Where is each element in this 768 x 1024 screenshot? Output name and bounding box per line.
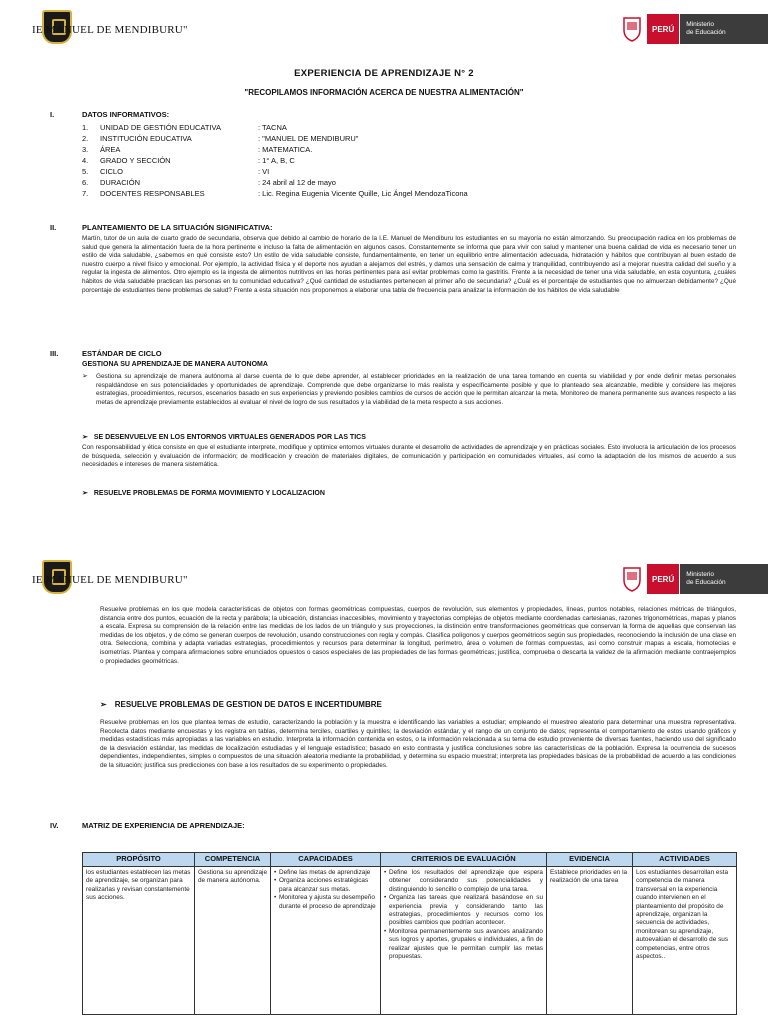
page-header-1: [0, 10, 768, 54]
info-num: 2.: [82, 134, 89, 143]
info-value: : Lic. Regina Eugenia Vicente Quille, Lic Ángel MendozaTicona: [258, 189, 468, 198]
info-num: 1.: [82, 123, 89, 132]
document-title: EXPERIENCIA DE APRENDIZAJE N° 2: [294, 68, 474, 79]
ministerio-line1: Ministerio: [686, 571, 715, 578]
cell-criterios: [381, 867, 547, 1015]
page-header-2: [0, 560, 768, 604]
arrow-bullet-icon: ➢: [100, 700, 107, 709]
section-4-heading: MATRIZ DE EXPERIENCIA DE APRENDIZAJE:: [82, 821, 245, 830]
estandar-sub-forma: [82, 489, 325, 497]
ministerio-label: [680, 564, 768, 594]
info-label: UNIDAD DE GESTIÓN EDUCATIVA: [100, 123, 221, 132]
list-item: • Organiza las tareas que realizará basándose en su experiencia previa y considerando tanto las estrategias, procedimientos y recursos como los posibles cambios que podrían acontecer.: [384, 894, 543, 928]
info-value: : "MANUEL DE MENDIBURU": [258, 134, 359, 143]
info-row: [82, 166, 602, 177]
cell-proposito: los estudiantes establecen las metas de aprendizaje, se organizan para realizarlas y revisan constantemente sus acciones.: [83, 867, 195, 1015]
info-row: [82, 188, 602, 199]
list-item: • Monitorea permanentemente sus avances analizando sus logros y aportes, grupales e individuales, a fin de realizar ajustes que le permitan cumplir las metas propuestas.: [384, 928, 543, 962]
ministerio-line2: de Educación: [686, 29, 726, 36]
cell-capacidades: [271, 867, 381, 1015]
info-num: 4.: [82, 156, 89, 165]
section-3-heading: ESTÁNDAR DE CICLO: [82, 349, 162, 358]
estandar-sub-tics: [82, 433, 366, 441]
table-header-row: [83, 853, 737, 867]
section-2-heading: PLANTEAMIENTO DE LA SITUACIÓN SIGNIFICATIVA:: [82, 223, 273, 232]
estandar-bullet-gestiona: [82, 373, 736, 407]
arrow-bullet-icon: ➢: [82, 373, 88, 380]
section-4-number: IV.: [50, 821, 59, 830]
info-num: 7.: [82, 189, 89, 198]
section-3-number: III.: [50, 349, 59, 358]
info-label: ÁREA: [100, 145, 121, 154]
estandar-text-gestiona: Gestiona su aprendizaje de manera autónoma al darse cuenta de lo que debe aprender, al establecer prioridades en la realización de una tarea tomando en cuenta su viabilidad y por ende definir metas personales respaldándose en sus potencialidades y oportunidades de aprendizaje. Comprende que debe organizarse lo más realista y específicamente posible y que lo planteado sea alcanzable, medible y considere las mejores estrategias, procedimientos, recursos, escenarios basado en sus experiencias y previendo posibles cambios de cursos de acción que le permitan alcanzar la meta. Monitoreo de manera permanente sus avances respecto a las metas de aprendizaje previamente establecidos al evaluar el nivel de logro de sus resultados y la viabilidad de la meta respecto a sus acciones.: [96, 373, 736, 406]
table-row: [83, 867, 737, 1015]
estandar-sub-forma-label: RESUELVE PROBLEMAS DE FORMA MOVIMIENTO Y LOCALIZACION: [93, 490, 325, 497]
info-label: CICLO: [100, 167, 123, 176]
info-label: DURACIÓN: [100, 178, 141, 187]
column-header: ACTIVIDADES: [633, 853, 737, 867]
info-num: 6.: [82, 178, 89, 187]
info-value: : TACNA: [258, 123, 287, 132]
column-header: CAPACIDADES: [271, 853, 381, 867]
minedu-logo: [620, 564, 768, 594]
estandar-text-datos: Resuelve problemas en los que plantea temas de estudio, caracterizando la población y la muestra e identificando las variables a estudiar; empleando el muestreo aleatorio para determinar una muestra representativa. Recolecta datos mediante encuestas y los registra en tablas, determina terciles, cuartiles y quintiles; la desviación estándar, y el rango de un conjunto de datos; representa el comportamiento de estos usando gráficos y medidas estadísticas más apropiadas a las variables en estudio. Interpreta la información contenida en estos, o la información relacionada a su tema de estudio proveniente de diversas fuentes, haciendo uso del significado de la desviación estándar, las medidas de localización estudiadas y el lenguaje estadístico; basado en esto contrasta y justifica conclusiones sobre las características de la población. Expresa la ocurrencia de sucesos dependientes, independientes, simples o compuestos de una situación aleatoria mediante la probabilidad, y determina su espacio muestral; interpreta las propiedades básicas de la probabilidad de acuerdo a las condiciones de la situación; justifica sus predicciones con base a los resultados de su experimento o propiedades.: [100, 719, 736, 769]
arrow-bullet-icon: ➢: [82, 434, 88, 441]
info-num: 3.: [82, 145, 89, 154]
estandar-sub-gestiona: GESTIONA SU APRENDIZAJE DE MANERA AUTONOMA: [82, 361, 268, 368]
ministerio-line2: de Educación: [686, 579, 726, 586]
info-list: [82, 122, 602, 199]
info-value: : VI: [258, 167, 270, 176]
info-row: [82, 177, 602, 188]
column-header: PROPÓSITO: [83, 853, 195, 867]
ministerio-label: [680, 14, 768, 44]
list-item: • Define los resultados del aprendizaje que espera obtener considerando sus potencialidades y distinguiendo lo sencillo o complejo de una tarea.: [384, 869, 543, 894]
estandar-sub-datos: [100, 700, 382, 709]
info-row: [82, 133, 602, 144]
info-value: : MATEMATICA.: [258, 145, 313, 154]
section-1-heading: DATOS INFORMATIVOS:: [82, 110, 170, 119]
info-row: [82, 155, 602, 166]
ministerio-line1: Ministerio: [686, 21, 715, 28]
section-1-number: I.: [50, 110, 55, 119]
info-value: : 24 abril al 12 de mayo: [258, 178, 336, 187]
arrow-bullet-icon: ➢: [82, 490, 88, 497]
cell-evidencia: Establece prioridades en la realización de una tarea: [547, 867, 633, 1015]
info-num: 5.: [82, 167, 89, 176]
matriz-table: [82, 852, 737, 1015]
document-subtitle: "RECOPILAMOS INFORMACIÓN ACERCA DE NUESTRA ALIMENTACIÓN": [244, 88, 524, 97]
school-name: IE MANUEL DE MENDIBURU": [32, 574, 188, 586]
school-name: IE MANUEL DE MENDIBURU": [32, 24, 188, 36]
cell-actividades: Los estudiantes desarrollan esta competencia de manera transversal en la experiencia cuando intervienen en el planteamiento del propósito de aprendizaje, organizan la secuencia de actividades, monitorean su aprendizaje, autoevalúan el desarrollo de sus competencias, entre otros aspectos..: [633, 867, 737, 1015]
info-label: INSTITUCIÓN EDUCATIVA: [100, 134, 192, 143]
info-label: DOCENTES RESPONSABLES: [100, 189, 205, 198]
section-2-number: II.: [50, 223, 57, 232]
info-row: [82, 144, 602, 155]
estandar-text-tics: Con responsabilidad y ética consiste en que el estudiante interprete, modifique y optimice entornos virtuales durante el desarrollo de actividades de aprendizaje y en prácticas sociales. Esto involucra la articulación de los procesos de búsqueda, selección y evaluación de información; de modificación y creación de materiales digitales, de comunicación y participación en comunidades virtuales, así como la adaptación de los mismos de acuerdo a sus necesidades e intereses de manera sistemática.: [82, 444, 736, 469]
peru-shield-icon: [620, 14, 644, 44]
info-label: GRADO Y SECCIÓN: [100, 156, 171, 165]
info-value: : 1° A, B, C: [258, 156, 295, 165]
column-header: CRITERIOS DE EVALUACIÓN: [381, 853, 547, 867]
estandar-sub-tics-label: SE DESENVUELVE EN LOS ENTORNOS VIRTUALES GENERADOS POR LAS TICS: [93, 434, 366, 441]
estandar-sub-datos-label: RESUELVE PROBLEMAS DE GESTION DE DATOS E INCERTIDUMBRE: [114, 700, 382, 709]
list-item: • Define las metas de aprendizaje: [274, 869, 377, 877]
list-item: • Monitorea y ajusta su desempeño durante el proceso de aprendizaje: [274, 894, 377, 911]
estandar-text-forma: Resuelve problemas en los que modela características de objetos con formas geométricas compuestas, cuerpos de revolución, sus elementos y propiedades, líneas, puntos notables, relaciones métricas de triángulos, distancia entre dos puntos, ecuación de la recta y parábola; la ubicación, distancias inaccesibles, movimiento y trayectorias complejas de objetos mediante coordenadas cartesianas, razones trigonométricas, mapas y planos a escala. Expresa su comprensión de la relación entre las medidas de los lados de un triángulo y sus proyecciones, la distinción entre transformaciones geométricas que conservan la forma de aquellas que conservan las medidas de los objetos, y de cómo se generan cuerpos de revolución, usando construcciones con regla y compás. Clasifica polígonos y cuerpos geométricos según sus propiedades, reconociendo la inclusión de una clase en otra. Selecciona, combina y adapta variadas estrategias, procedimientos y recursos para determinar la longitud, perímetro, área o volumen de formas compuestas, así como construir mapas a escala, homotecias e isometrías. Plantea y compara afirmaciones sobre enunciados opuestos o casos especiales de las propiedades de las formas geométricas; justifica, comprueba o descarta la validez de la afirmación mediante contraejemplos o propiedades geométricas.: [100, 606, 736, 665]
column-header: COMPETENCIA: [195, 853, 271, 867]
peru-label: PERÚ: [647, 14, 680, 44]
situacion-text: Martín, tutor de un aula de cuarto grado de secundaria, observa que debido al cambio de horario de la I.E. Manuel de Mendiburu los estudiantes en su mayoría no están almorzando. Su preocupación radica en los problemas de salud que genera la alimentación fuera de la hora pertinente e incluso la falta de alimentación en algunos casos. Constantemente se informa que para vivir con salud y mantener una buena calidad de vida es necesario tener un estilo de vida saludable, ¿sabemos en qué consiste esto? Un estilo de vida saludable consiste, fundamentalmente, en tener un equilibrio entre alimentación adecuada, hidratación y hábitos que contribuyan al buen estado de nuestro cuerpo a nivel físico y emocional. Por ejemplo, la actividad física y el deporte nos ayudan a alejarnos del estrés, y damos una sensación de calma y tranquilidad, contribuyendo así a mejorar nuestra calidad del sueño y a regular la ingesta de alimentos. Otro ejemplo es la ingesta de alimentos nutritivos en las horas pertinentes para así evitar problemas como la gastritis. Frente a la necesidad de tener una vida saludable, en esta coyuntura, ¿cuáles hábitos de vida saludable practican las personas en tu comunidad educativa? ¿Qué cantidad de estudiantes pertenecen al primer año de secundaria? ¿Cuál es el porcentaje de estudiantes que no almuerzan debidamente? ¿Qué porcentaje de estudiantes tiene problemas de salud? Frente a esta situación nos proponemos a elaborar una tabla de frecuencia para analizar la información de los hábitos de vida saludable: [82, 235, 736, 294]
peru-shield-icon: [620, 564, 644, 594]
peru-label: PERÚ: [647, 564, 680, 594]
cell-competencia: Gestiona su aprendizaje de manera autónoma.: [195, 867, 271, 1015]
column-header: EVIDENCIA: [547, 853, 633, 867]
info-row: [82, 122, 602, 133]
list-item: • Organiza acciones estratégicas para alcanzar sus metas.: [274, 877, 377, 894]
minedu-logo: [620, 14, 768, 44]
